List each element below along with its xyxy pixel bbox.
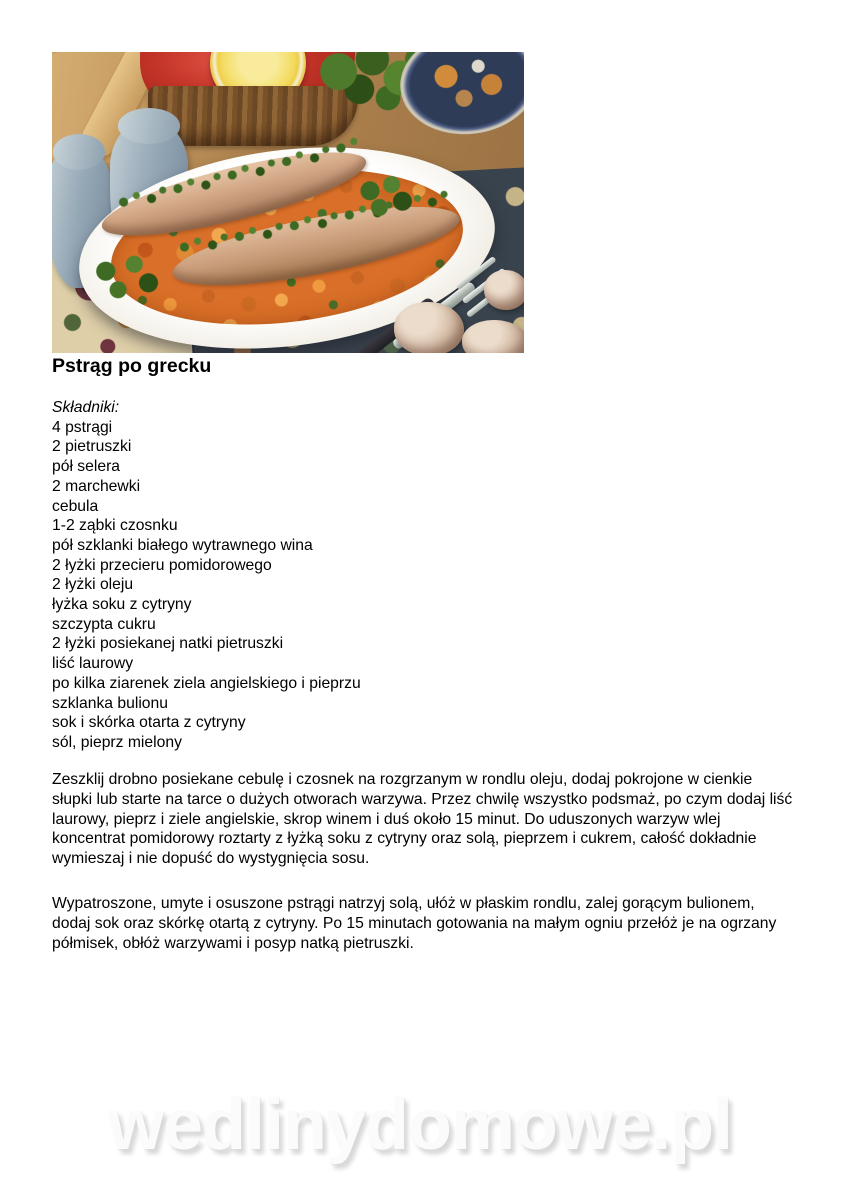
recipe-title: Pstrąg po grecku: [52, 355, 212, 377]
ingredient-item: po kilka ziarenek ziela angielskiego i pieprzu: [52, 674, 361, 692]
ingredient-item: pół selera: [52, 458, 121, 476]
ingredient-item: sok i skórka otarta z cytryny: [52, 714, 246, 732]
photo-garlic-bulb: [484, 270, 524, 310]
ingredient-item: 2 łyżki oleju: [52, 576, 134, 594]
ingredient-item: 4 pstrągi: [52, 418, 113, 436]
watermark: wedlinydomowe.pl: [108, 1085, 733, 1165]
ingredient-item: szczypta cukru: [52, 615, 156, 633]
ingredient-item: 2 łyżki przecieru pomidorowego: [52, 556, 272, 574]
ingredient-item: 2 marchewki: [52, 477, 141, 495]
instructions-paragraph-2: Wypatroszone, umyte i osuszone pstrągi natrzyj solą, ułóż w płaskim rondlu, zalej gorącym bulionem, dodaj sok oraz skórkę otartą z cytryny. Po 15 minutach gotowania na małym ogniu przełóż je na ogrzany półmisek, obłóż warzywami i posyp natką pietruszki.: [52, 895, 777, 952]
ingredient-item: pół szklanki białego wytrawnego wina: [52, 536, 313, 554]
ingredient-item: 1-2 ząbki czosnku: [52, 517, 178, 535]
instructions-paragraph-1: Zeszklij drobno posiekane cebulę i czosnek na rozgrzanym w rondlu oleju, dodaj pokrojone w cienkie słupki lub starte na tarce o dużych otworach warzywa. Przez chwilę wszystko podsmaż, po czym dodaj liść laurowy, pieprz i ziele angielskie, skrop winem i duś około 15 minut. Do uduszonych warzyw wlej koncentrat pomidorowy roztarty z łyżką soku z cytryny oraz solą, pieprzem i cukrem, całość dokładnie wymieszaj i nie dopuść do wystygnięcia sosu.: [52, 771, 793, 868]
ingredient-item: 2 łyżki posiekanej natki pietruszki: [52, 635, 284, 653]
photo-parsley-garnish-right: [352, 170, 424, 222]
photo-parsley-garnish-left: [82, 248, 177, 306]
ingredients-heading: Składniki:: [52, 399, 120, 416]
ingredients-section: [52, 398, 361, 753]
ingredient-item: łyżka soku z cytryny: [52, 596, 192, 614]
ingredient-item: sól, pieprz mielony: [52, 733, 182, 751]
ingredient-item: szklanka bulionu: [52, 694, 168, 712]
photo-garlic-bulb: [462, 320, 524, 353]
ingredient-item: liść laurowy: [52, 655, 134, 673]
photo-garlic-bulb: [394, 302, 464, 353]
ingredient-item: cebula: [52, 497, 99, 515]
ingredient-item: 2 pietruszki: [52, 438, 132, 456]
recipe-photo: [52, 52, 524, 353]
